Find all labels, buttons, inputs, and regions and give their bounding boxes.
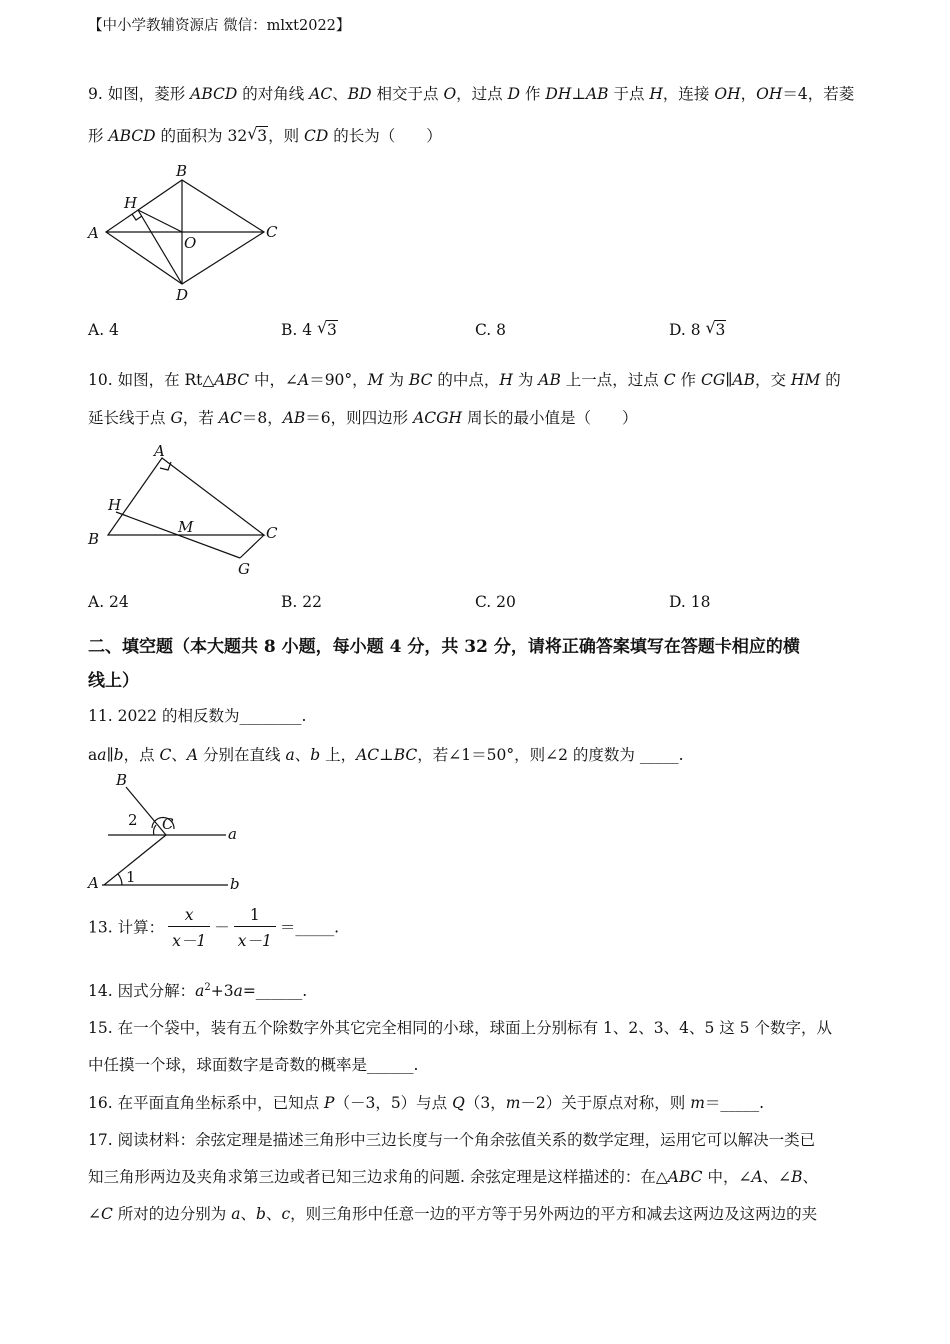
q17-line1: 17. 阅读材料：余弦定理是描述三角形中三边长度与一个角余弦值关系的数学定理，运用它可以解决一类已 [88, 1131, 816, 1149]
section2-heading-line2: 线上） [88, 671, 139, 691]
label-b: B [116, 771, 128, 789]
q15-line1: 15. 在一个袋中，装有五个除数字外其它完全相同的小球，球面上分别标有 1、2、3、4、5 这 5 个数字，从 [88, 1019, 832, 1037]
q10-option-a: A. 24 [88, 593, 129, 611]
label-angle-1: 1 [126, 868, 136, 886]
section2-heading-line1: 二、填空题（本大题共 8 小题，每小题 4 分，共 32 分，请将正确答案填写在答题卡相应的横 [88, 637, 800, 657]
q16: 16. 在平面直角坐标系中，已知点 P（－3，5）与点 Q（3，m－2）关于原点对称，则 m＝_____. [88, 1094, 765, 1112]
label-h: H [124, 194, 138, 212]
q9-line2: 形 ABCD 的面积为 32 √ 3，则 CD 的长为（ ） [88, 124, 442, 145]
q14: 14. 因式分解：$a^2+3a=\_\_\_\_\_\_$. [88, 981, 308, 1000]
label-line-a: a [228, 825, 237, 843]
q9-option-d: D. 8 √ 3 [669, 318, 726, 339]
header-watermark: 【中小学教辅资源店 微信：mlxt2022】 [88, 18, 351, 34]
label-line-b: b [230, 875, 240, 893]
q13: 13. 计算： $\frac{x}{x-1}$ － $\frac{1}{x-1}$ ＝_____. [88, 906, 339, 950]
q17-line3: ∠C 所对的边分别为 a、b、c，则三角形中任意一边的平方等于另外两边的平方和减去这两边及这两边的夹 [88, 1205, 818, 1223]
label-angle-2: 2 [128, 811, 138, 829]
q9-option-c: C. 8 [475, 321, 507, 339]
label-b: B [176, 162, 188, 180]
label-h: H [108, 496, 122, 514]
q10-option-c: C. 20 [475, 593, 516, 611]
label-a: A [154, 442, 165, 460]
q10-option-b: B. 22 [281, 593, 322, 611]
angle-1-arc [118, 874, 122, 885]
q9-option-b: B. 4 √ 3 [281, 318, 337, 339]
label-o: O [184, 234, 197, 252]
q12-parallel-lines-figure [80, 765, 260, 895]
q10-triangle-figure [80, 440, 290, 580]
label-d: D [176, 286, 189, 304]
q10-option-d: D. 18 [669, 593, 711, 611]
angle-2-arc [154, 825, 156, 835]
q9-rhombus-figure [80, 160, 290, 310]
q10-line1: 10. 如图，在 Rt△ABC 中，∠A＝90°，M 为 BC 的中点，H 为 AB 上一点，过点 C 作 CG∥AB，交 HM 的 [88, 371, 841, 389]
q11: 11. 2022 的相反数为________. [88, 707, 307, 725]
q15-line2: 中任摸一个球，球面数字是奇数的概率是______. [88, 1056, 419, 1074]
q9-line1: 9. 如图，菱形 ABCD 的对角线 AC、BD 相交于点 O，过点 D 作 DH⊥AB 于点 H，连接 OH，OH＝4，若菱 [88, 85, 855, 103]
label-c: C [266, 524, 278, 542]
label-a: A [88, 224, 99, 242]
label-c: C [266, 223, 278, 241]
label-c: C [162, 815, 174, 833]
q10-line2: 延长线于点 G，若 AC＝8，AB＝6，则四边形 ACGH 周长的最小值是（ ） [88, 409, 638, 427]
label-b: B [88, 530, 100, 548]
label-m: M [178, 518, 194, 536]
q9-option-a: A. 4 [88, 321, 119, 339]
label-a: A [88, 874, 99, 892]
label-g: G [238, 560, 250, 578]
q12-text: aa∥b，点 C、A 分别在直线 a、b 上，AC⊥BC，若∠1＝50°，则∠2 的度数为 _____. [88, 746, 684, 764]
segment-cg [240, 535, 264, 558]
q17-line2: 知三角形两边及夹角求第三边或者已知三边求角的问题. 余弦定理是这样描述的：在△ABC 中，∠A、∠B、 [88, 1168, 819, 1186]
